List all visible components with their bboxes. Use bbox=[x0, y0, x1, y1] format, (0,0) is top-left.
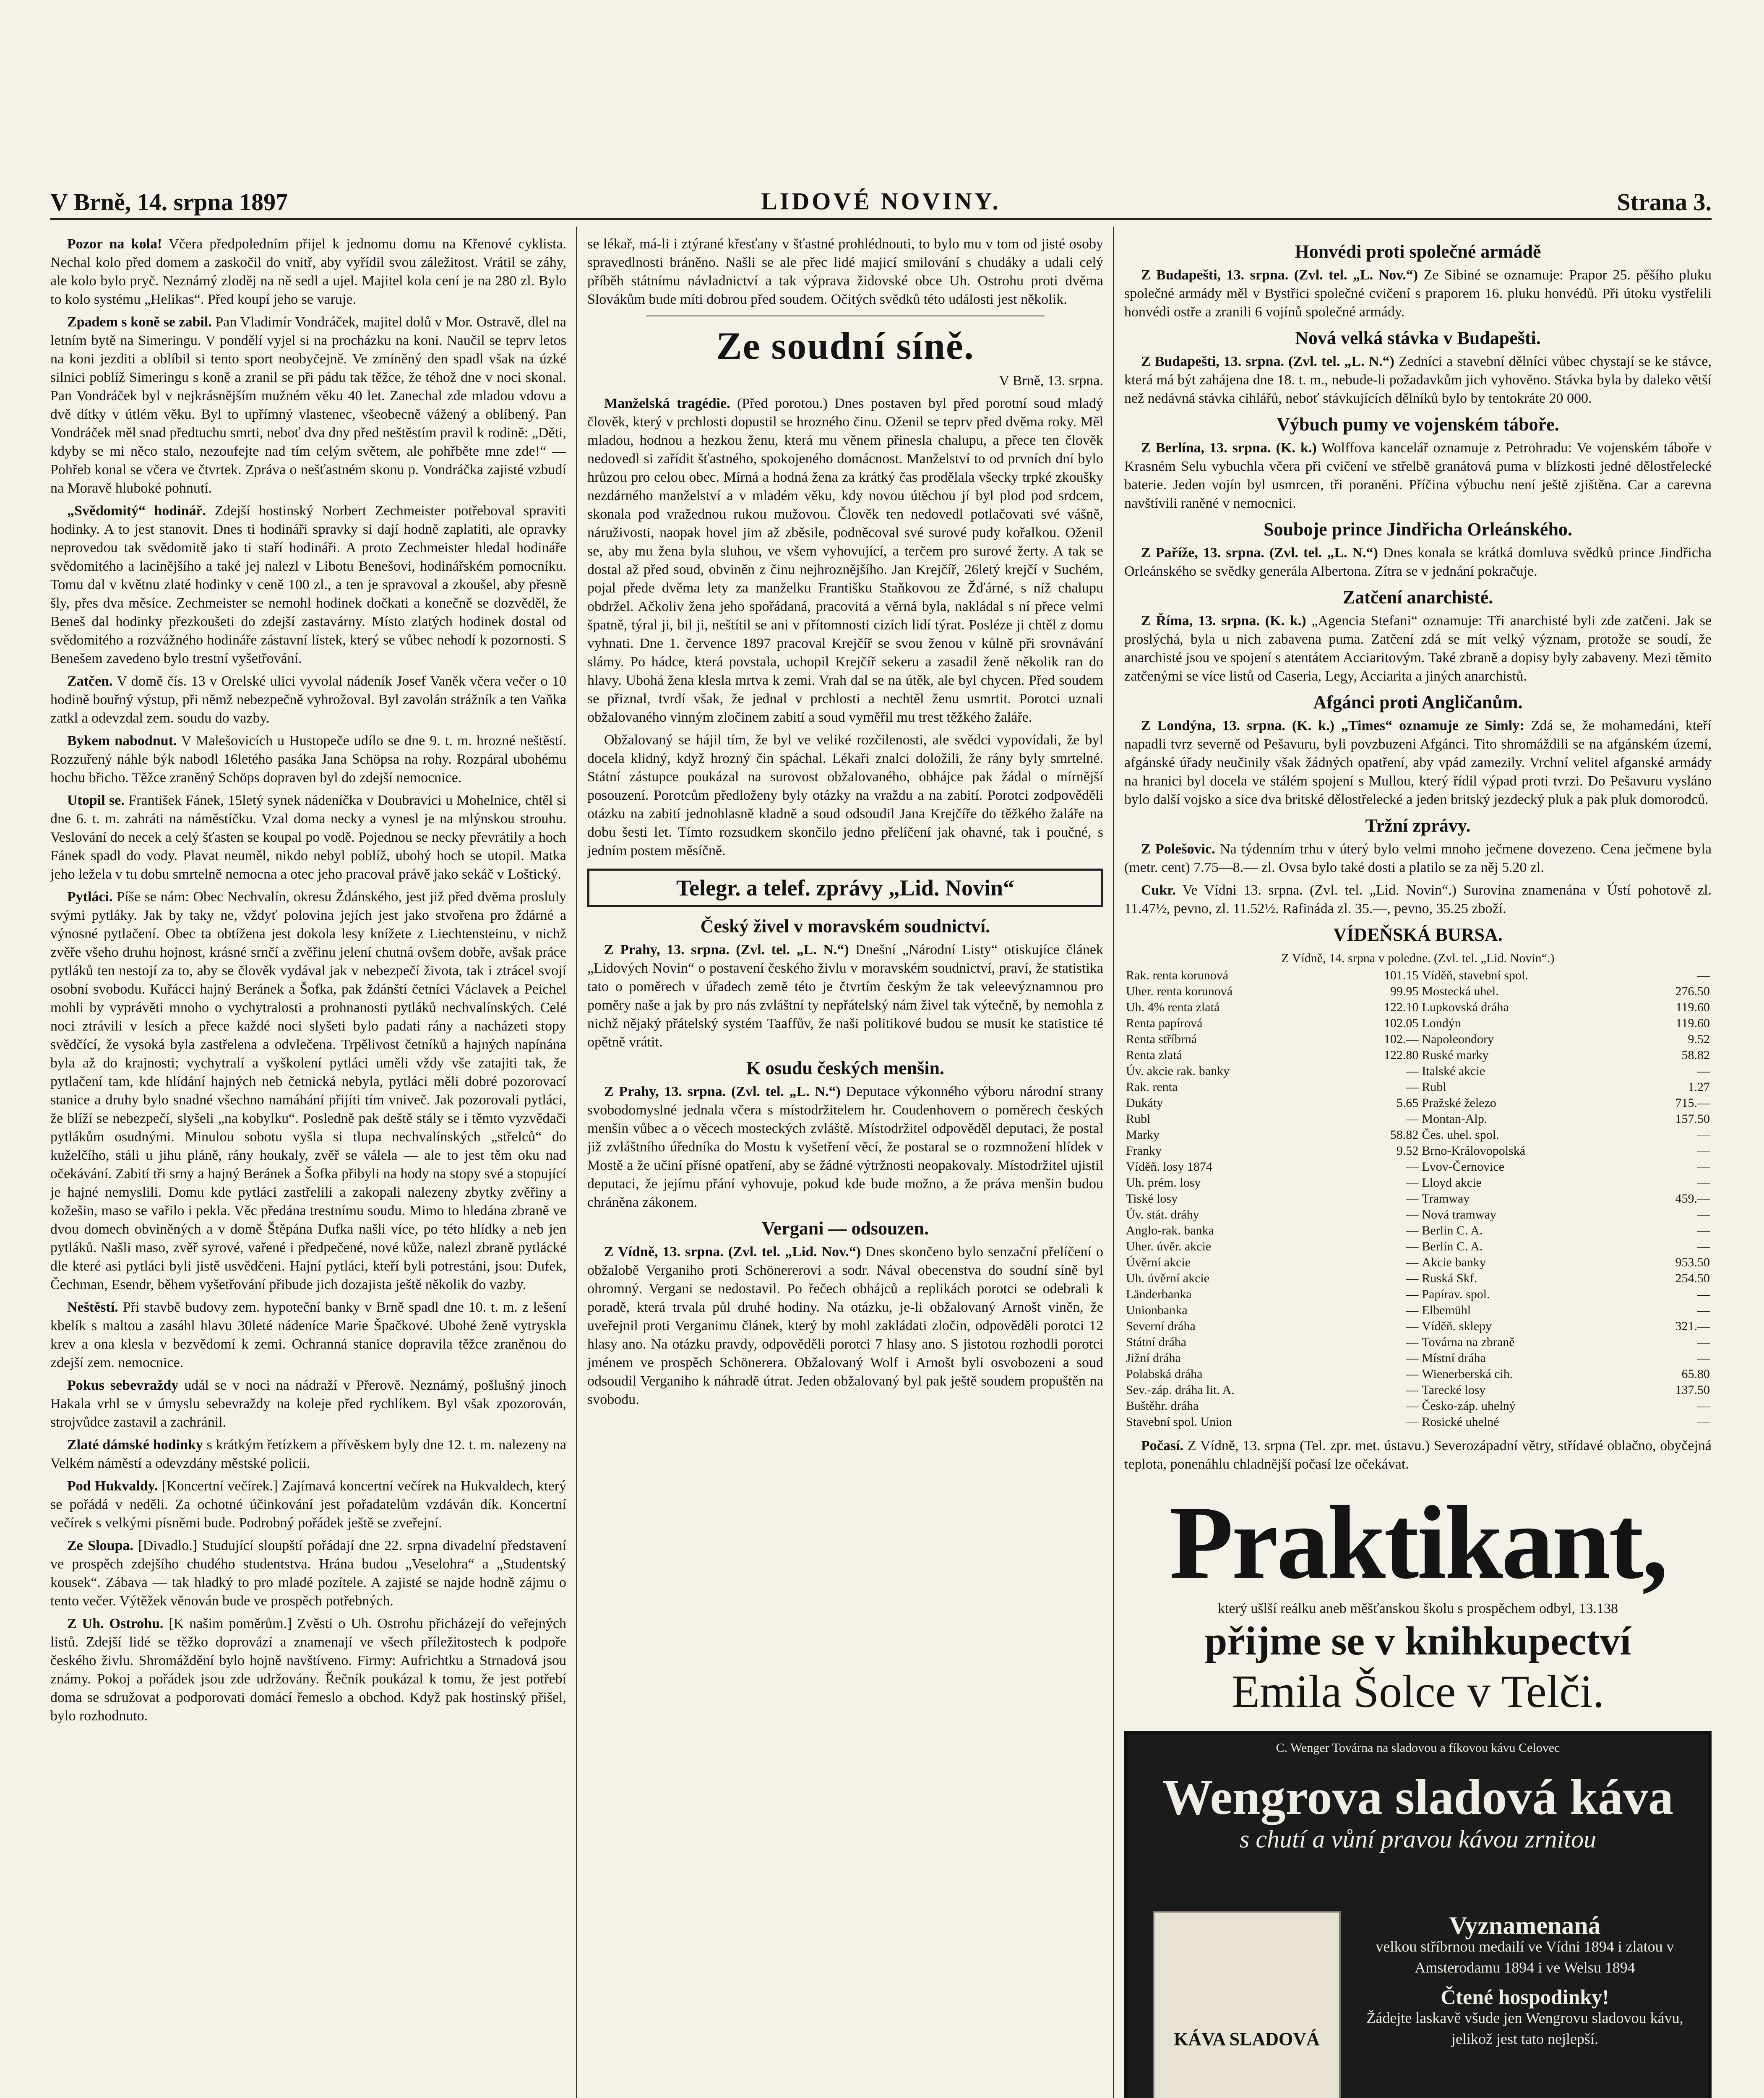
exchange-value: 9.52 bbox=[1688, 1032, 1710, 1046]
article bbox=[50, 732, 566, 787]
exchange-value: 321.— bbox=[1675, 1319, 1710, 1333]
article-dateline: Z Říma, 13. srpna. (K. k.) bbox=[1141, 613, 1306, 629]
article-title: Bykem nabodnut. bbox=[67, 733, 177, 749]
sugar-text: Ve Vídni 13. srpna. (Zvl. tel. „Lid. Novin“.) Surovina znamenána v Ústí pohotově zl. 11.47½, pevno, zl. 11.52½. Rafináda zl. 35.—, pevno, 35.25 zboží. bbox=[1124, 882, 1712, 916]
exchange-value: — bbox=[1406, 1383, 1419, 1397]
exchange-value: 715.— bbox=[1675, 1096, 1710, 1110]
exchange-item: Sev.-záp. dráha lit. A. bbox=[1126, 1383, 1235, 1397]
article-title: Zatčen. bbox=[67, 673, 113, 689]
exchange-item: Uh. úvěrní akcie bbox=[1126, 1271, 1210, 1285]
ad-line: přijme se v knihkupectví bbox=[1204, 1618, 1631, 1663]
exchange-item: Brno-Královopolská bbox=[1422, 1144, 1526, 1158]
exchange-value: 254.50 bbox=[1675, 1271, 1710, 1285]
exchange-item: Lloyd akcie bbox=[1422, 1176, 1482, 1190]
exchange-value: — bbox=[1697, 1335, 1710, 1349]
exchange-value: 119.60 bbox=[1675, 1016, 1710, 1030]
article bbox=[587, 1083, 1103, 1212]
exchange-value: — bbox=[1406, 1176, 1419, 1190]
exchange-item: Napoleondory bbox=[1422, 1032, 1494, 1046]
article-title: Honvédi proti společné armádě bbox=[1295, 241, 1541, 262]
ad-code: 13.138 bbox=[1579, 1601, 1618, 1616]
exchange-value: — bbox=[1697, 1176, 1710, 1190]
exchange-item: Rak. renta korunová bbox=[1126, 968, 1229, 982]
article bbox=[587, 941, 1103, 1052]
exchange-item: Polabská dráha bbox=[1126, 1367, 1203, 1381]
article bbox=[50, 1298, 566, 1372]
ad-call: Čtené hospodinky! bbox=[1441, 1985, 1609, 2009]
article bbox=[1124, 717, 1712, 809]
article-title: Vergani — odsouzen. bbox=[761, 1218, 929, 1239]
article-title: „Svědomitý“ hodinář. bbox=[67, 503, 206, 519]
exchange-item: Uher. úvěr. akcie bbox=[1126, 1239, 1212, 1253]
article-dateline: Z Budapešti, 13. srpna. (Zvl. tel. „L. N.“) bbox=[1141, 354, 1395, 369]
exchange-item: Ruské marky bbox=[1422, 1048, 1489, 1062]
article-text: „Agencia Stefani“ oznamuje: Tři anarchisté byli zde zatčeni. Jak se proslýchá, byla u nich zabavena puma. Zatčení zdá se mít velký význam, protože se soudí, že anarchisté jsou ve spojení s atentátem Acciaritovým. Také zbraně a dopisy byly zabaveny. Mezi těmito zatčenými se více listů od Caseria, Legy, Acciarita a jiných anarchistů. bbox=[1124, 613, 1712, 684]
exchange-item: Uher. renta korunová bbox=[1126, 984, 1233, 998]
package-label: KÁVA SLADOVÁ bbox=[1174, 2029, 1320, 2049]
exchange-value: — bbox=[1697, 1160, 1710, 1174]
exchange-value: — bbox=[1406, 1112, 1419, 1126]
article-text: Wolffova kancelář oznamuje z Petrohradu: Ve vojenském táboře v Krasném Selu vybuchla včera při cvičení ve střelbě granátová puma v blízkosti jedné dělostřelecké baterie. Jeden vojín byl usmrcen, tři poraněni. Příčina výbuchu není ještě zjištěna. Car a carevna navštívili raněné v nemocnici. bbox=[1124, 440, 1712, 511]
article bbox=[1124, 544, 1712, 581]
article-text: Pan Vladimír Vondráček, majitel dolů v Mor. Ostravě, dlel na letním bytě na Simeringu. V pondělí vyjel si na procházku na koni. Naučil se teprv letos na koni jezditi a oblíbil si tento sport neobyčejně. Ve zmíněný den spadl však na úzké silnici poblíž Simeringu s koně a zranil se při pádu tak těžce, že téhož dne v noci skonal. Pan Vondráček byl v nejkrásnějším mužném věku 40 let. Zanechal zde mladou vdovu a dvě dítky v útlém věku. Byl to upřímný vlastenec, všeobecně vážený a oblíbený. Pan Vondráček měl snad předtuchu smrti, neboť dva dny před neštěstím pravil k rodině: „Děti, kdyby se mi něco stalo, nezoufejte nad tím celým světem, ale pohřběte mne zde!“ — Pohřeb konal se včera ve čtvrtek. Zpráva o nešťastném skonu p. Vondráčka zajisté vzbudí na Moravě hluboké pohnutí. bbox=[50, 314, 566, 496]
exchange-item: Česko-záp. uhelný bbox=[1422, 1399, 1516, 1413]
exchange-value: — bbox=[1697, 1208, 1710, 1221]
article-text: Ze Sibiné se oznamuje: Prapor 25. pěšího pluku společné armády měl v Bystřici společné cvičení s praporem 16. pluku honvédů. Při útoku vystřelili honvédi ostře a zranili 6 vojínů společné armády. bbox=[1124, 267, 1712, 320]
exchange-row bbox=[1124, 1271, 1712, 1286]
ad-award-title: Vyznamenaná bbox=[1449, 1912, 1601, 1939]
exchange-row bbox=[1124, 1095, 1712, 1111]
weather-report bbox=[1124, 1437, 1712, 1474]
article-text: [Koncertní večírek.] Zajímavá koncertní večírek na Hukvaldech, který se pořádá v neděli. Za ochotné účinkování jest pořadatelům vzdáván dík. Koncertní večírek s velkými písněmi bude. Podrobný pořádek ještě se zveřejní. bbox=[50, 1478, 566, 1531]
exchange-row bbox=[1124, 1031, 1712, 1047]
exchange-item: Rubl bbox=[1422, 1080, 1446, 1094]
article-text: (Před porotou.) Dnes postaven byl před porotní soud mladý člověk, který v prchlosti dopustil se hrozného činu. Oženil se teprv před dvěma roky. Měl mladou, hodnou a hezkou ženu, která mu věnem přinesla chalupu, a přece ten člověk nedovedl si zařídit šťastného, spokojeného domácnost. Manželství to od prvních dní bylo hrůzou pro celou obec. Mírná a hodná žena za krátký čas prodělala všecky trpké zkoušky nezdárného manželství a v mladém věku, kdy novou útěchou jí byl plod pod srdcem, skonala pod vražednou rukou mužovou. Člověk ten nedovedl potlačovati své vášně, náruživosti, naopak hovel jim až zběsile, podněcoval své surové pudy kořalkou. Oženil se, aby mu žena byla sluhou, ve všem vyhovující, a terčem pro surové žerty. A tak se dostal až před soud, obviněn z činu nejhroznějšího. Jan Krejčíř, 26letý krejčí v Suchém, pojal přede dvěma lety za manželku Františku Staňkovou ze Žďárné, s níž chalupu obdržel. Ačkoliv žena jeho spořádaná, pracovitá a věrná byla, nakládal s ní přece velmi špatně, týral ji, bil ji, neštítil se ani v přítomnosti cizích lidí týrat. Posléze ji chtěl z domu vyhnati. Dne 1. července 1897 pracoval Krejčíř se svou ženou v kůlně při srovnávání slámy. Po hádce, která povstala, uchopil Krejčíř sekeru a zasadil ženě několik ran do hlavy. Ubohá žena klesla mrtva k zemi. Vrah dal se na útěk, ale byl chycen. Před soudem se přiznal, tvrdí však, že jednal v prchlosti a nechtěl ženu usmrtit. Porotci uznali obžalovaného vinným zločinem zabití a soud vyměřil mu trest těžkého žaláře. bbox=[587, 396, 1103, 725]
exchange-item: Elbemühl bbox=[1422, 1303, 1471, 1317]
article-title: Výbuch pumy ve vojenském táboře. bbox=[1277, 414, 1559, 435]
weather-title: Počasí. bbox=[1141, 1438, 1184, 1453]
article bbox=[587, 731, 1103, 860]
exchange-value: — bbox=[1406, 1271, 1419, 1285]
article-text: Při stavbě budovy zem. hypoteční banky v Brně spadl dne 10. t. m. z lešení kbelík s maltou a zasáhl hlavu 30leté nádeníce Marie Špačkové. Ubohé ženě vytryskla krev a ona klesla v bezvědomí k zemi. Ochranná stanice dopravila těžce zraněnou do zdejší zem. nemocnice. bbox=[50, 1300, 566, 1370]
exchange-row bbox=[1124, 1047, 1712, 1063]
exchange-value: — bbox=[1406, 1160, 1419, 1174]
exchange-value: — bbox=[1697, 1303, 1710, 1317]
masthead: LIDOVÉ NOVINY. bbox=[761, 188, 1001, 215]
exchange-value: — bbox=[1697, 1399, 1710, 1413]
exchange-item: Továrna na zbraně bbox=[1422, 1335, 1515, 1349]
exchange-item: Státní dráha bbox=[1126, 1335, 1187, 1349]
exchange-item: Rubl bbox=[1126, 1112, 1151, 1126]
article-title: Zatčení anarchisté. bbox=[1342, 587, 1493, 608]
exchange-item: Akcie banky bbox=[1422, 1255, 1486, 1269]
exchange-value: 953.50 bbox=[1675, 1255, 1710, 1269]
ad-wenger-coffee bbox=[1124, 1731, 1712, 2098]
exchange-row bbox=[1124, 1414, 1712, 1430]
exchange-value: 459.— bbox=[1675, 1192, 1710, 1206]
exchange-item: Rak. renta bbox=[1126, 1080, 1178, 1094]
exchange-row bbox=[1124, 1175, 1712, 1191]
article-title: Pod Hukvaldy. bbox=[67, 1478, 158, 1494]
article-text: Deputace výkonného výboru národní strany svobodomyslné jednala včera s místodržitelem hr. Coudenhovem o poměrech českých menšin vůbec a o věcech mosteckých zvláště. Místodržitel odpověděl deputaci, že postal již zvláštního úředníka do Mostu k vyšetření věcí, že postaral se o rozmnožení hlídek v Mostě a že učiní přísné opatření, aby se žádné výtržnosti neopakovaly. Místodržitel ujistil deputaci, že jejímu přání vyhovuje, pokud kde bude možno, a že práva menšin budou chráněna zákonem. bbox=[587, 1084, 1103, 1210]
exchange-value: 58.82 bbox=[1390, 1128, 1419, 1142]
exchange-value: — bbox=[1697, 1224, 1710, 1237]
article bbox=[587, 1243, 1103, 1409]
exchange-value: — bbox=[1406, 1351, 1419, 1365]
article-text: Dnes skončeno bylo senzační přelíčení o obžalobě Verganiho proti Schönererovi a sodr. Nával obecenstva do soudní síně byl ohromný. Vergani se nedostavil. Po řečech obhájců a replikách porotci se odebrali k poradě, která trvala půl druhé hodiny. Na otázku, je-li obžalovaný Arnošt viněn, že uveřejnil proti Verganimu článek, který by mohl zakládati zločin, odpověděli porotci 12 hlasy ano. Na otázku pravdy, odpověděli porotci 7 hlasy ano. S jistotou rozhodli porotci jménem ve prospěch Schönerera. Obžalovaný Wolf i Arnošt byli osvobozeni a soud odsoudil Verganiho k náhradě útrat. Jeden obžalovaný byl pak ještě soudem propuštěn na svobodu. bbox=[587, 1244, 1103, 1407]
exchange-item: Londýn bbox=[1422, 1016, 1461, 1030]
article bbox=[50, 1615, 566, 1725]
exchange-row bbox=[1124, 1302, 1712, 1318]
exchange-row bbox=[1124, 1207, 1712, 1223]
article-dateline: Z Berlína, 13. srpna. (K. k.) bbox=[1141, 440, 1317, 456]
article-text: František Fánek, 15letý synek nádeníčka v Doubravici u Mohelnice, chtěl si dne 6. t. m. zahráti na náměstíčku. Vzal doma necky a vynesl je na mlýnskou strouhu. Veslování do necek a celý šťasten se koupal po vodě. Pojednou se necky převrátily a hoch Fánek spadl do vody. Plavat neuměl, nikdo nebyl poblíž, ubohý hoch se utopil. Matka jeho ležela v tu dobu smrtelně nemocna a otec jeho pracoval právě jako sekáč v Loštický. bbox=[50, 793, 566, 882]
exchange-value: 137.50 bbox=[1675, 1383, 1710, 1397]
article bbox=[1124, 612, 1712, 686]
ad-praktikant bbox=[1124, 1486, 1712, 1719]
article-text: Zdá se, že mohamedáni, kteří napadli tvrz severně od Pešavuru, byli povzbuzeni Afgánci. Tito shromáždili se na afgánském území, afgánské úřady neučinily však žádných opatření, aby vpád zamezily. Vrchní velitel afganské armády na hranici byl docela ve stálém spojení s Mullou, který řídil výpad proti tvrzi. Do Pešavuru vysláno bylo další vojsko a sice dva britské dělostřelecké a jeden britský jezdecký pluk a pak pluk domorodců. bbox=[1124, 718, 1712, 807]
article-title: K osudu českých menšin. bbox=[746, 1058, 944, 1078]
article bbox=[50, 313, 566, 498]
exchange-value: — bbox=[1406, 1080, 1419, 1094]
ad-line: Emila Šolce v Telči. bbox=[1231, 1666, 1605, 1717]
article-dateline: Z Budapešti, 13. srpna. (Zvl. tel. „L. Nov.“) bbox=[1141, 267, 1418, 283]
exchange-value: — bbox=[1697, 968, 1710, 982]
exchange-item: Úvěrní akcie bbox=[1126, 1255, 1191, 1269]
article bbox=[50, 1477, 566, 1532]
exchange-item: Renta stříbrná bbox=[1126, 1032, 1197, 1046]
exchange-item: Tarecké losy bbox=[1422, 1383, 1486, 1397]
article-text: Dnešní „Národní Listy“ otiskujíce článek „Lidových Novin“ o postavení českého živlu v moravském soudnictví, praví, že statistika tato o poměrech v úřadech země této je čtvrtím českým že tak veleevýznamnou pro poměry naše a jak by pro nás zvláštní ty nepřátelský nám živel tak výtečně, by nemohla z nichž nějaký přátelský systém Taaffův, že naši politikové budou se musit ke statistice té opětně vrátit. bbox=[587, 942, 1103, 1050]
article bbox=[587, 394, 1103, 727]
exchange-value: — bbox=[1697, 1144, 1710, 1158]
exchange-item: Tiské losy bbox=[1126, 1192, 1178, 1206]
exchange-row bbox=[1124, 1191, 1712, 1207]
column-court-and-telegraph bbox=[587, 235, 1103, 2098]
exchange-row bbox=[1124, 968, 1712, 984]
exchange-value: — bbox=[1697, 1415, 1710, 1429]
exchange-value: 122.10 bbox=[1384, 1000, 1419, 1014]
article bbox=[50, 791, 566, 884]
exchange-item: Uh. prém. losy bbox=[1126, 1176, 1201, 1190]
exchange-value: — bbox=[1406, 1208, 1419, 1221]
article-text: Obžalovaný se hájil tím, že byl ve veliké rozčilenosti, ale svědci vypovídali, že byl docela klidný, když hrozný čin spáchal. Lékaři znalci doložili, že rány byly smrtelné. Státní zástupce poukázal na surovost obžalovaného, obhájce pak žádal o mírnější posouzení. Porotcům předloženy byly otázky na vraždu a na zabití. Porotci zodpověděli otázku na zabití jednohlasně kladně a soud odsoudil Jana Krejčíře do těžkého žaláře na dobu šesti let. Tímto rozsudkem skončilo jedno přelíčení jak ohavné, tak i poučné, s jedním postem měsíčně. bbox=[587, 732, 1103, 859]
exchange-value: — bbox=[1697, 1351, 1710, 1365]
exchange-value: — bbox=[1697, 1239, 1710, 1253]
article bbox=[50, 235, 566, 309]
ad-slogan: s chutí a vůní pravou kávou zrnitou bbox=[1240, 1825, 1596, 1853]
column-rule bbox=[576, 227, 577, 2098]
exchange-value: — bbox=[1406, 1415, 1419, 1429]
ad-company: C. Wenger Továrna na sladovou a fíkovou kávu Celovec bbox=[1276, 1741, 1560, 1755]
exchange-value: 65.80 bbox=[1681, 1367, 1710, 1381]
exchange-item: Lvov-Černovice bbox=[1422, 1160, 1505, 1174]
exchange-item: Franky bbox=[1126, 1144, 1162, 1158]
exchange-row bbox=[1124, 1350, 1712, 1366]
exchange-item: Úv. stát. dráhy bbox=[1126, 1208, 1199, 1221]
exchange-item: Místní dráha bbox=[1422, 1351, 1486, 1365]
exchange-value: — bbox=[1406, 1335, 1419, 1349]
exchange-value: — bbox=[1697, 1064, 1710, 1078]
exchange-value: — bbox=[1406, 1319, 1419, 1333]
exchange-table bbox=[1124, 968, 1712, 1430]
market-title: Tržní zprávy. bbox=[1365, 815, 1471, 836]
article-text: Píše se nám: Obec Nechvalín, okresu Ždánského, jest již před dvěma prosluly svými pytláky. Jak by taky ne, vždyť polovina jejích jest jako stvořena pro ždárné a výnosné pytlačení. Obec ta obtížena jest dokola lesy knížete z Liechtensteinu, v nichž zvěře všeho druhu hojnost, krásné srnčí a zvěřinu jelení chutná ovšem dobře, avšak práce pytláků ten nestojí za to, aby se člověk vydával jak v nebezpečí života, tak i ztrácel svojí osobní svobodu. Kuřácci hajný Beránek a Šofka, pak ždánští četníci Václavek a Peichel mohli by vyprávěti mnoho o vychytralosti a prohnanosti pytláků nechvalínských. Celé noci ztrávili v lesích a přece každé noci slyšeti bylo padati rány a nacházeti stopy svědčící, že vysoká byla zastřelena a odvlečena. Trpělivost četníků a hajných napínána byla až do krajnosti; vychytralí a vyškolení pytláci uměli vždy vše zatajiti tak, že pytlačení tam, kde hlídání hajných neb četnická nebyla, pytláci měli dobré pozorovací stanice a druhy bylo snadné všechno namáhání přijíti tím vniveč. Jak pozorovali pytláci, že blíží se nebezpečí, slyšeli „na kobylku“. Posledně pak deště stály se i těmto vyzvědači pytlákům osudnými. Minulou sobotu vyšla si tlupa nechvalínských „střelců“ do kuželčího, stáli u jihu pláně, rány houkaly, zvěř se válela — ale to jest těm oku nad očekávání. Zabití tři srny a hajný Beránek a Šofka přibyli na hody na stopy své a stopující je hajné nemyslili. Domu kde pytláci zastřelili a zakopali nalezeny zbytky zvěřiny a kožešin, maso se vařilo i pekla. Věc předána trestnímu soudu. Mimo to hledána zbraně ve dvou domech obviněných a v domě Štěpána Dufka našli více, po této hlídky a neb jen pytláků. Našli maso, zvěř syrové, vařené i předpečené, nové kůže, nalezl zbraně pytlácké dle které asi pytláci byli jistě usvědčeni. Hajní pytláci, kteří byli potrestáni, jsou: Dufek, Čechman, Esendr, během vyšetřování přibude jich dozajista ještě několik do vazby. bbox=[50, 889, 566, 1292]
exchange-row bbox=[1124, 1223, 1712, 1239]
exchange-value: 122.80 bbox=[1384, 1048, 1419, 1062]
article-text: V domě čís. 13 v Orelské ulici vyvolal nádeník Josef Vaněk včera večer o 10 hodině bouřný výstup, při němž nebezpečně vyhrožoval. Byl zavolán strážník a ten Vaňka zatkl a odevzdal zem. soudu do vazby. bbox=[50, 673, 566, 726]
exchange-value: — bbox=[1406, 1064, 1419, 1078]
market-text: Na týdenním trhu v úterý bylo velmi mnoho ječmene dovezeno. Cena ječmene byla (metr. cent) 7.75—8.— zl. Ovsa bylo také dosti a platilo se za něj 5.20 zl. bbox=[1124, 841, 1712, 875]
article-text: [Divadlo.] Studující sloupští pořádají dne 22. srpna divadelní představení ve prospěch zdejšího chudého studentstva. Hrána budou „Veselohra“ a „Studentský kousek“. Zábava — tak hladký to pro mladé pozítele. A zajisté se najde hodně zájmu o tento večer. Výtěžek věnován bude ve prospěch potřebných. bbox=[50, 1538, 566, 1609]
article-title: Utopil se. bbox=[67, 793, 125, 808]
article-title: Z Uh. Ostrohu. bbox=[67, 1616, 164, 1631]
exchange-value: — bbox=[1406, 1239, 1419, 1253]
exchange-item: Papírav. spol. bbox=[1422, 1287, 1490, 1301]
exchange-value: 119.60 bbox=[1675, 1000, 1710, 1014]
article bbox=[50, 1436, 566, 1473]
exchange-value: — bbox=[1406, 1224, 1419, 1237]
ad-text: Žádejte laskavě všude jen Wengrovu sladovou kávu, jelikož jest tato nejlepší. bbox=[1366, 2009, 1683, 2047]
exchange-item: Jižní dráha bbox=[1126, 1351, 1181, 1365]
exchange-item: Renta papírová bbox=[1126, 1016, 1203, 1030]
exchange-dateline: Z Vídně, 14. srpna v poledne. (Zvl. tel. „Lid. Novin“.) bbox=[1281, 951, 1555, 965]
exchange-value: — bbox=[1406, 1192, 1419, 1206]
exchange-value: 99.95 bbox=[1390, 984, 1419, 998]
exchange-value: 5.65 bbox=[1396, 1096, 1419, 1110]
exchange-row bbox=[1124, 1255, 1712, 1271]
exchange-value: — bbox=[1406, 1287, 1419, 1301]
exchange-value: — bbox=[1697, 1287, 1710, 1301]
article-text: s krátkým řetízkem a přívěskem byly dne 12. t. m. nalezeny na Velkém náměstí a odevzdány městské policii. bbox=[50, 1437, 566, 1471]
market-report bbox=[1124, 840, 1712, 877]
article-text: Zedníci a stavební dělníci vůbec chystají se ke stávce, která má být zahájena dne 18. t. m., nebude-li požadavkům jich vyhověno. Stávka byla by daleko větší než nedávná stávka cihlářů, neboť stávkujících dělníků bylo by tentokráte 20 000. bbox=[1124, 354, 1712, 406]
article-text: udál se v noci na nádraží v Přerově. Neznámý, pošlušný jinoch Hakala vrhl se v úmyslu sebevraždy na koleje před rychlíkem. Byl však zpozorován, strojvůdce zastavil a zachránil. bbox=[50, 1378, 566, 1430]
article-title: Manželská tragédie. bbox=[604, 396, 730, 411]
article-dateline: Z Paříže, 13. srpna. (Zvl. tel. „L. N.“) bbox=[1141, 545, 1378, 561]
page-header bbox=[50, 185, 1712, 220]
article-dateline: Z Prahy, 13. srpna. (Zvl. tel. „L. N.“) bbox=[604, 942, 849, 958]
article-dateline: Z Vídně, 13. srpna. (Zvl. tel. „Lid. Nov.“) bbox=[604, 1244, 861, 1260]
exchange-value: 9.52 bbox=[1396, 1144, 1419, 1158]
exchange-value: — bbox=[1697, 1128, 1710, 1142]
article-title: Zlaté dámské hodinky bbox=[67, 1437, 203, 1453]
article-text: Včera předpoledním přijel k jednomu domu na Křenové cyklista. Nechal kolo před domem a zaskočil do vnitř, aby vyřídil svou záležitost. Vrátil se záhy, ale kolo bylo pryč. Neznámý zloděj na ně sedl a ujel. Majitel kola cení je na 280 zl. Bylo to kolo systému „Helikas“. Před koupí jeho se varuje. bbox=[50, 236, 566, 307]
exchange-value: 102.— bbox=[1384, 1032, 1419, 1046]
exchange-row bbox=[1124, 1143, 1712, 1159]
ad-line bbox=[1124, 1600, 1712, 1618]
section-title-court: Ze soudní síně. bbox=[716, 324, 974, 367]
article bbox=[50, 888, 566, 1294]
exchange-item: Rosické uhelné bbox=[1422, 1415, 1499, 1429]
exchange-item: Wienerberská cih. bbox=[1422, 1367, 1513, 1381]
exchange-row bbox=[1124, 984, 1712, 999]
exchange-item: Marky bbox=[1126, 1128, 1159, 1142]
column-rule bbox=[1113, 227, 1114, 2098]
exchange-value: 102.05 bbox=[1384, 1016, 1419, 1030]
article-dateline: Z Prahy, 13. srpna. (Zvl. tel. „L. N.“) bbox=[604, 1084, 841, 1099]
exchange-item: Mostecká uhel. bbox=[1422, 984, 1499, 998]
exchange-row bbox=[1124, 1334, 1712, 1350]
article-title: Afgánci proti Angličanům. bbox=[1313, 692, 1523, 712]
article bbox=[50, 502, 566, 668]
ad-title: Praktikant, bbox=[1169, 1485, 1667, 1601]
exchange-item: Länderbanka bbox=[1126, 1287, 1192, 1301]
coffee-package-image bbox=[1153, 1911, 1341, 2098]
exchange-row bbox=[1124, 1063, 1712, 1079]
ad-details bbox=[1354, 1912, 1696, 2049]
ad-text: který ušlší reálku aneb měšťanskou školu s prospěchem odbyl, bbox=[1217, 1601, 1576, 1616]
exchange-item: Anglo-rak. banka bbox=[1126, 1224, 1214, 1237]
market-dateline: Z Polešovic. bbox=[1141, 841, 1215, 857]
article bbox=[1124, 439, 1712, 513]
exchange-item: Čes. uhel. spol. bbox=[1422, 1128, 1499, 1142]
exchange-item: Berlin C. A. bbox=[1422, 1224, 1483, 1237]
exchange-item: Montan-Alp. bbox=[1422, 1112, 1488, 1126]
column-local-news bbox=[50, 235, 566, 2098]
court-dateline: V Brně, 13. srpna. bbox=[999, 373, 1103, 389]
exchange-item: Stavební spol. Union bbox=[1126, 1415, 1232, 1429]
exchange-item: Víděň. sklepy bbox=[1422, 1319, 1492, 1333]
article-title: Pytláci. bbox=[67, 889, 113, 905]
exchange-item: Renta zlatá bbox=[1126, 1048, 1183, 1062]
column-foreign-and-ads bbox=[1124, 235, 1712, 2098]
article-title: Český živel v moravském soudnictví. bbox=[700, 916, 990, 937]
exchange-item: Severní dráha bbox=[1126, 1319, 1196, 1333]
article bbox=[50, 1537, 566, 1610]
article bbox=[1124, 266, 1712, 321]
article-title: Neštěstí. bbox=[67, 1300, 118, 1315]
exchange-item: Uh. 4% renta zlatá bbox=[1126, 1000, 1220, 1014]
article-dateline: Z Londýna, 13. srpna. (K. k.) „Times“ oznamuje ze Simly: bbox=[1141, 718, 1524, 733]
exchange-value: 276.50 bbox=[1675, 984, 1710, 998]
sugar-title: Cukr. bbox=[1141, 882, 1176, 898]
ad-title: Wengrova sladová káva bbox=[1162, 1769, 1673, 1825]
article-text: V Malešovicích u Hustopeče udílo se dne 9. t. m. hrozné neštěstí. Rozzuřený náhle býk nabodl 16letého pasáka Jana Schöpsa na rohy. Rozpáral ubohému hochu břicho. Těžce zraněný Schöps dopraven byl do zdejší nemocnice. bbox=[50, 733, 566, 785]
exchange-item: Buštěhr. dráha bbox=[1126, 1399, 1199, 1413]
exchange-row bbox=[1124, 1127, 1712, 1143]
telegraph-banner bbox=[587, 869, 1103, 907]
section-title-telegraph: Telegr. a telef. zprávy „Lid. Novin“ bbox=[676, 875, 1014, 900]
exchange-item: Úv. akcie rak. banky bbox=[1126, 1064, 1230, 1078]
exchange-value: — bbox=[1406, 1303, 1419, 1317]
article bbox=[50, 672, 566, 728]
article-title: Ze Sloupa. bbox=[67, 1538, 133, 1553]
exchange-value: — bbox=[1406, 1255, 1419, 1269]
exchange-item: Pražské železo bbox=[1422, 1096, 1496, 1110]
exchange-value: 101.15 bbox=[1384, 968, 1419, 982]
article-title: Souboje prince Jindřicha Orleánského. bbox=[1264, 519, 1572, 540]
header-date: V Brně, 14. srpna 1897 bbox=[50, 188, 288, 216]
exchange-row bbox=[1124, 1318, 1712, 1334]
exchange-item: Unionbanka bbox=[1126, 1303, 1188, 1317]
exchange-row bbox=[1124, 1111, 1712, 1127]
exchange-item: Italské akcie bbox=[1422, 1064, 1485, 1078]
exchange-row bbox=[1124, 1015, 1712, 1031]
exchange-row bbox=[1124, 999, 1712, 1015]
sugar-report bbox=[1124, 881, 1712, 918]
exchange-item: Nová tramway bbox=[1422, 1208, 1496, 1221]
exchange-value: — bbox=[1406, 1367, 1419, 1381]
article bbox=[1124, 352, 1712, 408]
exchange-value: 1.27 bbox=[1688, 1080, 1710, 1094]
exchange-row bbox=[1124, 1366, 1712, 1382]
article-title: Zpadem s koně se zabil. bbox=[67, 314, 212, 330]
exchange-row bbox=[1124, 1398, 1712, 1414]
exchange-row bbox=[1124, 1239, 1712, 1255]
ad-award-text: velkou stříbrnou medailí ve Vídni 1894 i zlatou v Amsterodamu 1894 i ve Welsu 1894 bbox=[1376, 1938, 1674, 1976]
exchange-item: Berlín C. A. bbox=[1422, 1239, 1483, 1253]
exchange-row bbox=[1124, 1159, 1712, 1175]
article-title: Pozor na kola! bbox=[67, 236, 162, 252]
article-text: Zdejší hostinský Norbert Zechmeister potřeboval spraviti hodinky. A to jest stanovit. Dnes ti hodináři spravky si dají hodně zaplatiti, ale opravky neprovedou tak svědomitě jako ti staří hodináři. A proto Zechmeister hledal hodináře svědomitého a lacinějšího a také jej nalezl v Libotu Benešovi, hodinářském pomocníku. Tomu dal v květnu zlaté hodinky v ceně 100 zl., a ten je spravoval a zkoušel, aby přesně šly, přes dva měsíce. Zechmeister se nemohl hodinek dočkati a konečně se dozvěděl, že Beneš dal hodinky přezkoušeti do zdejší zastavárny. Místo zlatých hodinek dostal od svědomitého a rozvážného hodináře zástavní lístek, který se vůbec nehodí k pozornosti. S Benešem zavedeno bylo trestní vyšetřování. bbox=[50, 503, 566, 666]
exchange-item: Ruská Skf. bbox=[1422, 1271, 1477, 1285]
exchange-item: Víděň, stavební spol. bbox=[1422, 968, 1528, 982]
exchange-row bbox=[1124, 1382, 1712, 1398]
exchange-row bbox=[1124, 1286, 1712, 1302]
exchange-item: Lupkovská dráha bbox=[1422, 1000, 1509, 1014]
continued-text: se lékař, má-li i ztýrané křesťany v šťastné prohlédnouti, to bylo mu v tom od jisté osoby spravedlnosti bráněno. Našli se ale přec lidé majicí smilování s chudáky a udali celý příběh státnímu návladnictví a tak výprava židovské obce Uh. Ostrohu proti dvěma Slovákům bude míti dobrou před soudem. Očitých svědků této události jest několik. bbox=[587, 236, 1103, 307]
weather-text: Z Vídně, 13. srpna (Tel. zpr. met. ústavu.) Severozápadní větry, střídavé oblačno, obyčejná teplota, ponenáhlu chladnější počasí lze očekávat. bbox=[1124, 1438, 1712, 1472]
exchange-item: Dukáty bbox=[1126, 1096, 1163, 1110]
exchange-value: 58.82 bbox=[1681, 1048, 1710, 1062]
exchange-item: Víděň. losy 1874 bbox=[1126, 1160, 1212, 1174]
exchange-row bbox=[1124, 1079, 1712, 1095]
page-number: Strana 3. bbox=[1617, 188, 1712, 216]
article bbox=[50, 1376, 566, 1432]
exchange-value: 157.50 bbox=[1675, 1112, 1710, 1126]
article-title: Pokus sebevraždy bbox=[67, 1378, 179, 1393]
exchange-item: Tramway bbox=[1422, 1192, 1470, 1206]
article-text: [K našim poměrům.] Zvěsti o Uh. Ostrohu přicházejí do veřejných listů. Zdejší lidé se těžko doprovází a znamenají ve všech příležitostech k podpoře českého živlu. Shromáždění bylo hojně navštíveno. Firmy: Aufrichtku a Strnadová jsou známy. Pokoj a pořádek jsou zde udržovány. Řečník poukázal k tomu, že jest potřebí doma se sdružovat a podporovati domácí řemeslo a obchod. Když pak hostinský přišel, bylo rozhodnuto. bbox=[50, 1616, 566, 1724]
article-text: Dnes konala se krátká domluva svědků prince Jindřicha Orleánského se svědky generála Albertona. Zítra se v jednání pokračuje. bbox=[1124, 545, 1712, 579]
article-title: Nová velká stávka v Budapešti. bbox=[1295, 328, 1541, 348]
exchange-value: — bbox=[1406, 1399, 1419, 1413]
exchange-title: VÍDEŇSKÁ BURSA. bbox=[1333, 924, 1503, 945]
